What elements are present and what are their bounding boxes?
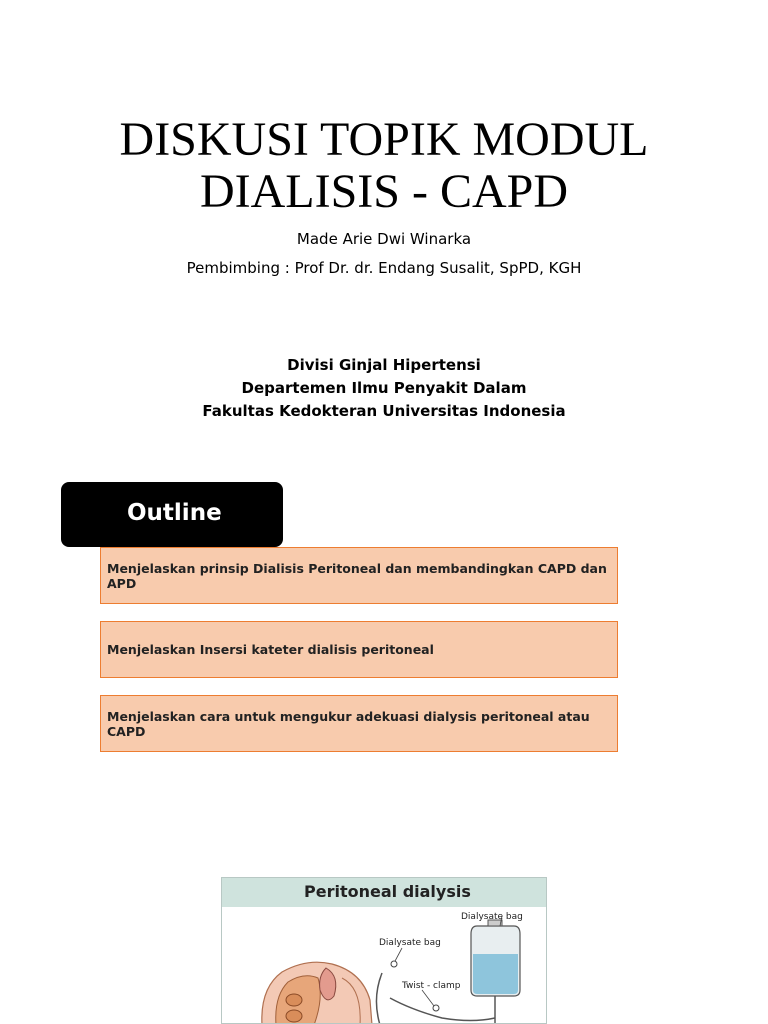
outline-item-text: Menjelaskan cara untuk mengukur adekuasi dialysis peritoneal atau CAPD [107,708,590,739]
affiliation-block [0,354,768,423]
label-dialysate-bag-left: Dialysate bag [379,938,441,948]
label-dialysate-bag-right: Dialysate bag [461,912,523,922]
title-line-1: DISKUSI TOPIK MODUL [119,113,649,166]
dialysate-bag-icon [471,920,520,1024]
abdomen-illustration [262,962,372,1024]
outline-item-text: Menjelaskan Insersi kateter dialisis peritoneal [107,642,434,657]
outline-item [100,547,618,604]
affiliation-faculty: Fakultas Kedokteran Universitas Indonesia [202,402,566,420]
affiliation-department: Departemen Ilmu Penyakit Dalam [241,379,527,397]
title-line-2: DIALISIS - CAPD [199,165,568,218]
slide-title [0,114,768,218]
outline-item-text: Menjelaskan prinsip Dialisis Peritoneal dan membandingkan CAPD dan APD [107,560,607,591]
outline-item [100,621,618,678]
peritoneal-dialysis-figure [221,877,547,1024]
figure-title: Peritoneal dialysis [304,882,471,901]
author-name: Made Arie Dwi Winarka [296,230,472,248]
dialysis-illustration [222,878,547,1024]
outline-item [100,695,618,752]
affiliation-division: Divisi Ginjal Hipertensi [287,356,481,374]
outline-heading: Outline [61,482,283,547]
advisor-line: Pembimbing : Prof Dr. dr. Endang Susalit, SpPD, KGH [186,259,582,277]
label-twist-clamp: Twist - clamp [402,981,461,991]
